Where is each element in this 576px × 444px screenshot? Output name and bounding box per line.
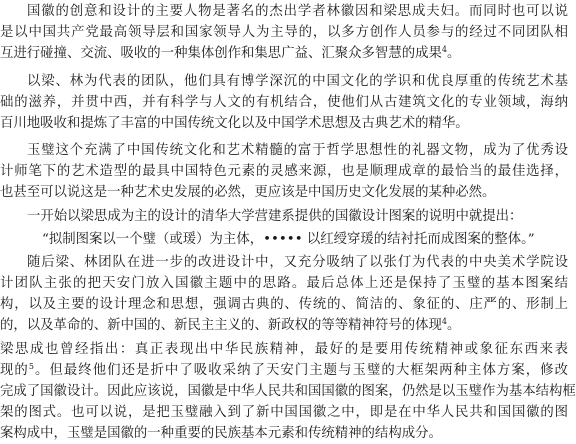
punctuation: 。: [446, 318, 461, 333]
paragraph-line-last: 案构成中，玉璧是国徽的一种重要的民族基本元素和传统精神的结构成分。: [0, 426, 442, 441]
paragraph-line: [0, 361, 568, 381]
paragraph-line: 是以中国共产党最高领导层和国家领导人为主导的，以多方创作人员参与的经过不同团队相: [0, 25, 568, 40]
paragraph-line: 计师笔下的艺术造型的最具中国特色元素的灵感来源，也是顺理成章的最恰当的最佳选择，: [0, 164, 568, 179]
paragraph-line: [0, 2, 568, 22]
text-line: 。但最终他们还是折中了吸收采纳了天安门主题与玉璧的大框架两种主体方案，修改: [33, 363, 569, 378]
footnote-ref: 4: [441, 45, 447, 54]
paragraph-line: 玉璧这个充满了中国传统文化和艺术精髓的富于哲学思想性的礼器文物，成为了优秀设: [27, 143, 568, 158]
paragraph-line-last: 也甚至可以说这是一种艺术史发展的必然，更应该是中国历史文化发展的某种必然。: [0, 185, 496, 200]
paragraph-line: 架的图式。也可以说，是把玉璧融入到了新中国国徽之中，即是在中华人民共和国国徽的图: [0, 405, 568, 420]
paragraph-line-last: 百川地吸收和提炼了丰富的中国传统文化以及中国学术思想及古典艺术的精华。: [0, 116, 469, 131]
paragraph-line-last: [0, 316, 568, 336]
paragraph-line: 计团队主张的把天安门放入国徽主题中的思路。最后总体上还是保持了玉璧的基本图案结: [0, 276, 568, 291]
text-line: 的，以及革命的、新中国的、新民主主义的、新政权的等等精神符号的体现: [0, 318, 442, 333]
paragraph-line: 以梁、林为代表的团队，他们具有博学深沉的中国文化的学识和优良厚重的传统艺术基: [27, 74, 568, 89]
paragraph-line: 梁思成也曾经指出：真正表现出中华民族精神，最好的是要用传统精神或象征东西来表: [0, 342, 568, 357]
text-line: 现的: [0, 363, 29, 378]
quote-line: “拟制图案以一个璧（或瑗）为主体，••••• 以红绶穿瑗的结衬托而成图案的整体。”: [42, 232, 535, 247]
text-line: 互进行碰撞、交流、吸收的一种集体创作和集思广益、汇聚众多智慧的成果: [0, 46, 442, 61]
footnote-ref: 4: [441, 317, 447, 326]
footnote-ref: 5: [28, 362, 34, 371]
paragraph-line: 础的滋养，并贯中西，并有科学与人文的有机结合，使他们从古建筑文化的专业领域，海纳: [0, 95, 568, 110]
paragraph-line: 一开始以梁思成为主的设计的清华大学营建系提供的国徽设计图案的说明中就提出：: [27, 209, 523, 224]
paragraph-line: 完成了国徽设计。因此应该说，国徽是中华人民共和国国徽的图案，仍然是以玉璧作为基本结构框: [0, 384, 576, 399]
paragraph-line: 构，以及主要的设计理念和思想，强调古典的、传统的、简洁的、象征的、庄严的、形制上: [0, 297, 568, 312]
paragraph-line-last: [0, 44, 568, 64]
punctuation: 。: [446, 46, 461, 61]
paragraph-line: 随后梁、林团队在进一步的改进设计中，又充分吸纳了以张仃为代表的中央美术学院设: [27, 255, 568, 270]
text-line: 国徽的创意和设计的主要人物是著名的杰出学者林徽因和梁思成夫妇。而同时也可以说: [27, 4, 568, 19]
